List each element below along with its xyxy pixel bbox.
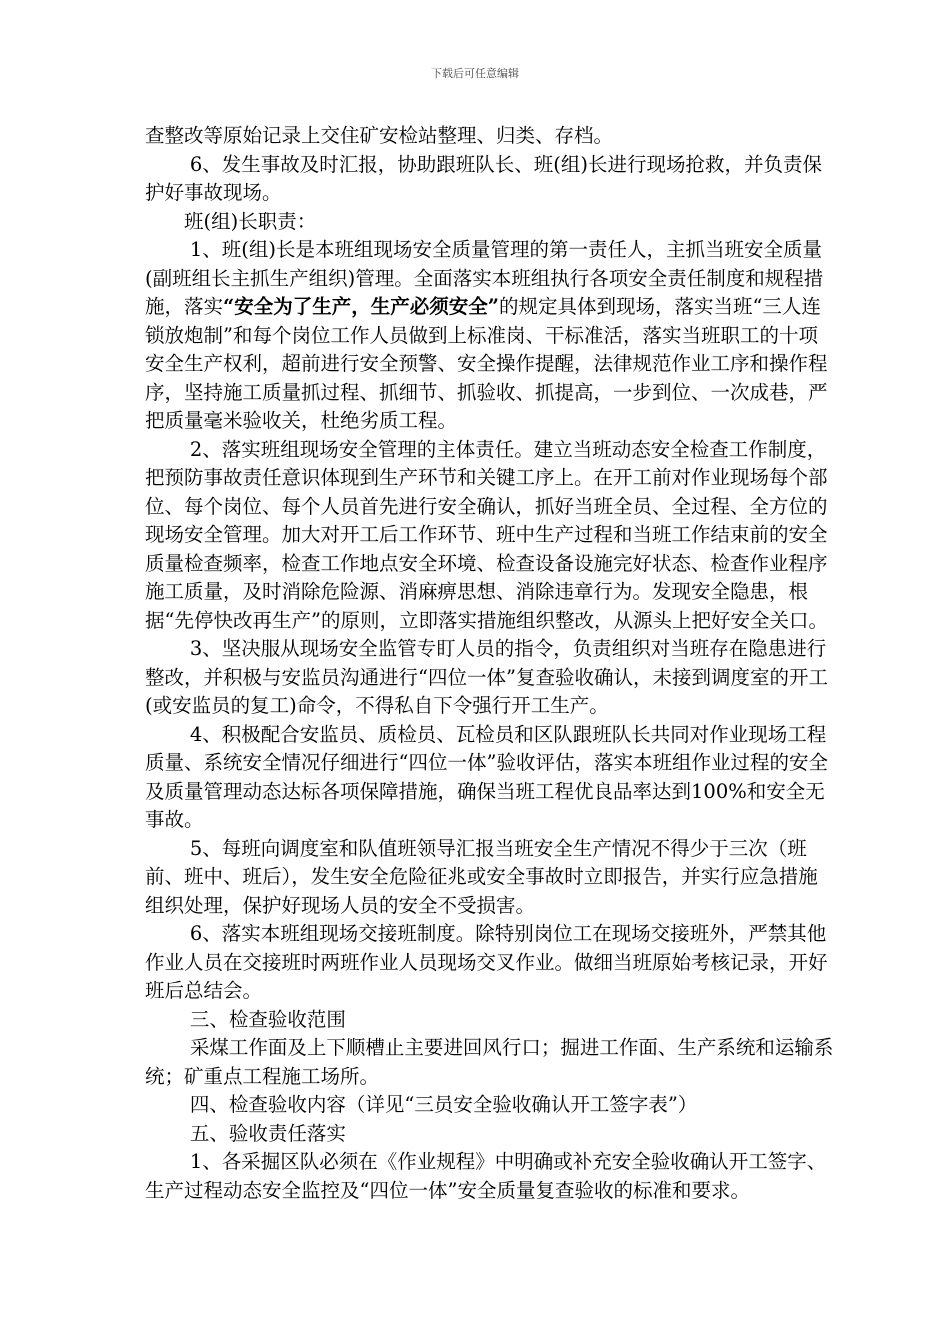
bold-slogan: “安全为了生产，生产必须安全” [223, 295, 499, 318]
section-heading: 五、验收责任落实 [189, 1121, 346, 1145]
paragraph: 3、坚决服从现场安全监管专盯人员的指令，负责组织对当班存在隐患进行整改，并积极与安监员沟通进行“四位一体”复查验收确认，未接到调度室的开工(或安监员的复工)命令，不得私自下令强行开工生产。 [145, 637, 828, 717]
section-heading: 三、检查验收范围 [189, 1007, 346, 1031]
page-header: 下载后可任意编辑 [431, 67, 519, 80]
paragraph: 6、发生事故及时汇报，协助跟班队长、班(组)长进行现场抢救，并负责保护好事故现场。 [145, 152, 822, 204]
paragraph: 4、积极配合安监员、质检员、瓦检员和区队跟班队长共同对作业现场工程质量、系统安全情况仔细进行“四位一体”验收评估，落实本班组作业过程的安全及质量管理动态达标各项保障措施，确保当班工程优良品率达到100%和安全无事故。 [145, 722, 828, 831]
paragraph-text: 的规定具体到现场，落实当班“三人连锁放炮制”和每个岗位工作人员做到上标准岗、干标准活，落实当班职工的十项安全生产权利，超前进行安全预警、安全操作提醒，法律规范作业工序和操作程序，坚持施工质量抓过程、抓细节、抓验收、抓提高，一步到位、一次成巷，严把质量毫米验收关，杜绝劣质工程。 [145, 295, 828, 432]
paragraph: 2、落实班组现场安全管理的主体责任。建立当班动态安全检查工作制度，把预防事故责任意识体现到生产环节和关键工序上。在开工前对作业现场每个部位、每个岗位、每个人员首先进行安全确认，抓好当班全员、全过程、全方位的现场安全管理。加大对开工后工作环节、班中生产过程和当班工作结束前的安全质量检查频率，检查工作地点安全环境、检查设备设施完好状态、检查作业程序施工质量，及时消除危险源、消麻痹思想、消除违章行为。发现安全隐患，根据“先停快改再生产”的原则，立即落实措施组织整改，从源头上把好安全关口。 [145, 437, 828, 632]
paragraph: 5、每班向调度室和队值班领导汇报当班安全生产情况不得少于三次（班前、班中、班后），发生安全危险征兆或安全事故时立即报告，并实行应急措施组织处理，保护好现场人员的安全不受损害。 [145, 836, 818, 917]
paragraph: 采煤工作面及上下顺槽止主要进回风行口；掘进工作面、生产系统和运输系统；矿重点工程施工场所。 [145, 1036, 834, 1088]
section-heading: 四、检查验收内容（详见“三员安全验收确认开工签字表”） [189, 1093, 698, 1116]
paragraph [145, 236, 835, 436]
paragraph: 1、各采掘区队必须在《作业规程》中明确或补充安全验收确认开工签字、生产过程动态安全监控及“四位一体”安全质量复查验收的标准和要求。 [145, 1150, 827, 1202]
paragraph-text: 1、班(组)长是本班组现场安全质量管理的第一责任人，主抓当班安全质量(副班组长主抓生产组织)管理。全面落实本班组执行各项安全责任制度和规程措施，落实 [145, 238, 824, 318]
paragraph: 查整改等原始记录上交住矿安检站整理、归类、存档。 [145, 124, 614, 147]
paragraph: 6、落实本班组现场交接班制度。除特别岗位工在现场交接班外，严禁其他作业人员在交接班时两班作业人员现场交叉作业。做细当班原始考核记录，开好班后总结会。 [145, 922, 828, 1002]
section-heading: 班(组)长职责： [184, 209, 317, 233]
document-body [145, 122, 835, 1205]
